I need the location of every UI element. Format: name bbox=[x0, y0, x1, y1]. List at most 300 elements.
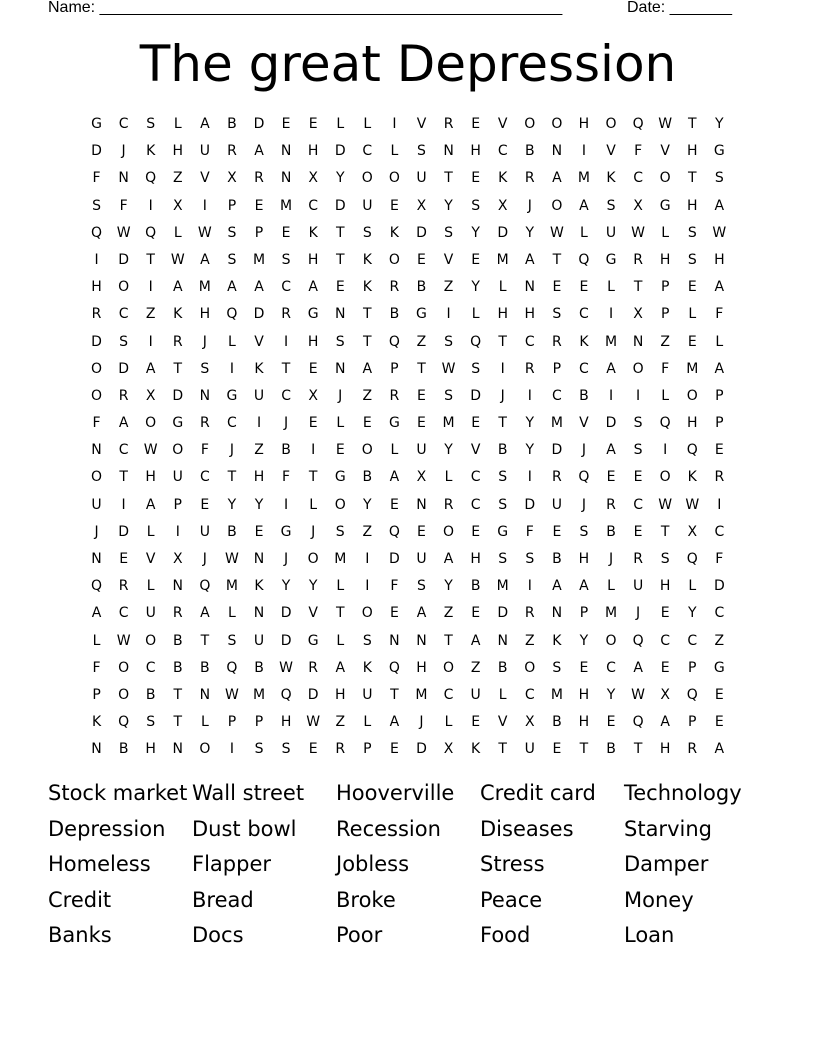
grid-letter: E bbox=[714, 442, 724, 459]
grid-letter: X bbox=[524, 714, 535, 731]
grid-letter: A bbox=[552, 170, 562, 187]
grid-letter: N bbox=[632, 333, 644, 350]
grid-letter: W bbox=[712, 224, 727, 241]
grid-letter: E bbox=[254, 197, 264, 214]
grid-letter: W bbox=[225, 551, 239, 567]
grid-letter: N bbox=[280, 170, 292, 187]
grid-letter: U bbox=[551, 496, 562, 513]
grid-letter: N bbox=[91, 551, 102, 567]
grid-letter: I bbox=[527, 578, 532, 595]
grid-letter: U bbox=[172, 469, 183, 486]
grid-letter: V bbox=[497, 116, 508, 132]
grid-letter: D bbox=[118, 523, 129, 540]
grid-letter: O bbox=[605, 632, 617, 649]
grid-letter: M bbox=[686, 360, 699, 377]
grid-row bbox=[83, 301, 733, 328]
grid-letter: U bbox=[524, 741, 535, 758]
grid-letter: H bbox=[686, 415, 698, 432]
grid-letter: O bbox=[199, 741, 211, 758]
grid-letter: U bbox=[91, 496, 102, 513]
grid-row bbox=[83, 383, 733, 410]
grid-letter: L bbox=[688, 578, 697, 595]
grid-letter: W bbox=[658, 116, 673, 132]
grid-letter: B bbox=[172, 659, 183, 676]
grid-letter: M bbox=[496, 578, 509, 595]
grid-letter: T bbox=[308, 469, 318, 486]
grid-letter: A bbox=[389, 714, 400, 731]
grid-letter: E bbox=[281, 224, 291, 241]
grid-letter: Q bbox=[91, 578, 103, 595]
grid-letter: P bbox=[688, 659, 697, 676]
grid-letter: N bbox=[91, 442, 102, 459]
grid-letter: W bbox=[116, 224, 131, 241]
grid-letter: S bbox=[146, 116, 156, 132]
grid-letter: T bbox=[444, 632, 453, 649]
grid-letter: O bbox=[118, 279, 130, 296]
grid-letter: S bbox=[471, 360, 481, 377]
grid-letter: N bbox=[416, 496, 427, 513]
grid-letter: B bbox=[497, 659, 508, 676]
grid-letter: X bbox=[172, 551, 183, 567]
grid-letter: K bbox=[471, 741, 481, 758]
grid-letter: B bbox=[470, 578, 481, 595]
grid-letter: S bbox=[498, 496, 508, 513]
grid-letter: K bbox=[308, 224, 318, 241]
grid-letter: Y bbox=[227, 496, 237, 513]
grid-row bbox=[83, 600, 733, 627]
grid-letter: W bbox=[685, 496, 700, 513]
grid-letter: B bbox=[416, 279, 427, 296]
grid-letter: F bbox=[200, 442, 209, 459]
word-bank-item: Money bbox=[624, 887, 694, 912]
grid-letter: E bbox=[552, 523, 562, 540]
grid-letter: R bbox=[389, 387, 400, 404]
grid-letter: B bbox=[227, 116, 237, 132]
grid-letter: S bbox=[335, 523, 345, 540]
word-bank-item: Loan bbox=[624, 923, 675, 948]
grid-letter: A bbox=[118, 415, 129, 432]
grid-letter: O bbox=[91, 469, 103, 486]
grid-row bbox=[83, 519, 733, 546]
grid-letter: C bbox=[281, 279, 291, 296]
grid-letter: E bbox=[606, 469, 616, 486]
grid-letter: L bbox=[363, 714, 372, 731]
grid-letter: I bbox=[148, 197, 153, 214]
grid-letter: S bbox=[146, 714, 156, 731]
grid-letter: V bbox=[497, 714, 508, 731]
grid-letter: L bbox=[336, 415, 345, 432]
grid-letter: J bbox=[419, 714, 424, 731]
grid-letter: T bbox=[335, 605, 345, 622]
grid-letter: H bbox=[416, 659, 427, 676]
grid-row bbox=[83, 628, 733, 655]
grid-letter: Q bbox=[578, 469, 590, 486]
grid-letter: U bbox=[470, 686, 481, 703]
grid-letter: I bbox=[446, 306, 451, 323]
grid-letter: N bbox=[280, 143, 292, 160]
grid-letter: Y bbox=[606, 686, 616, 703]
grid-letter: Y bbox=[715, 116, 724, 132]
grid-letter: R bbox=[118, 578, 129, 595]
grid-letter: I bbox=[311, 442, 316, 459]
grid-letter: E bbox=[389, 197, 399, 214]
grid-letter: R bbox=[552, 333, 562, 350]
grid-letter: E bbox=[687, 279, 697, 296]
grid-letter: O bbox=[307, 551, 319, 567]
word-bank-item: Homeless bbox=[48, 852, 151, 877]
grid-letter: X bbox=[443, 741, 454, 758]
grid-letter: X bbox=[660, 686, 670, 703]
grid-letter: A bbox=[200, 605, 210, 622]
grid-letter: H bbox=[145, 469, 156, 486]
grid-letter: C bbox=[145, 659, 156, 676]
grid-letter: Q bbox=[632, 632, 644, 649]
grid-row bbox=[83, 546, 733, 573]
grid-letter: C bbox=[497, 143, 508, 160]
grid-letter: I bbox=[202, 197, 207, 214]
grid-letter: J bbox=[121, 143, 126, 160]
grid-letter: S bbox=[687, 224, 697, 241]
word-bank-item: Technology bbox=[624, 781, 742, 805]
grid-letter: Z bbox=[362, 523, 373, 540]
grid-letter: Y bbox=[579, 632, 589, 649]
grid-letter: A bbox=[145, 360, 156, 377]
grid-letter: S bbox=[92, 197, 101, 214]
grid-letter: S bbox=[362, 632, 372, 649]
grid-letter: S bbox=[552, 306, 562, 323]
grid-letter: O bbox=[334, 496, 346, 513]
grid-letter: U bbox=[253, 632, 265, 649]
grid-letter: N bbox=[524, 279, 536, 296]
grid-letter: E bbox=[552, 741, 562, 758]
grid-letter: H bbox=[307, 251, 319, 268]
grid-letter: O bbox=[388, 170, 400, 187]
grid-letter: A bbox=[606, 360, 616, 377]
grid-letter: P bbox=[390, 360, 399, 377]
grid-letter: R bbox=[281, 306, 291, 323]
grid-letter: A bbox=[200, 251, 210, 268]
grid-letter: L bbox=[228, 605, 236, 622]
grid-letter: X bbox=[687, 523, 698, 540]
grid-letter: C bbox=[633, 170, 643, 187]
grid-row bbox=[83, 573, 733, 600]
grid-letter: T bbox=[417, 360, 426, 377]
grid-letter: M bbox=[280, 197, 293, 214]
grid-letter: H bbox=[307, 333, 319, 350]
grid-letter: X bbox=[497, 197, 508, 214]
grid-letter: A bbox=[254, 143, 264, 160]
grid-letter: G bbox=[713, 659, 725, 676]
grid-letter: O bbox=[551, 197, 563, 214]
grid-letter: O bbox=[145, 632, 157, 649]
grid-letter: J bbox=[527, 197, 532, 214]
grid-letter: V bbox=[200, 170, 210, 187]
grid-letter: Q bbox=[91, 224, 103, 241]
grid-letter: L bbox=[661, 387, 670, 404]
grid-letter: T bbox=[687, 170, 697, 187]
grid-letter: Z bbox=[362, 387, 373, 404]
grid-letter: I bbox=[94, 251, 99, 268]
grid-letter: R bbox=[199, 415, 210, 432]
grid-letter: Y bbox=[525, 224, 535, 241]
grid-letter: D bbox=[389, 551, 400, 567]
grid-letter: L bbox=[173, 116, 182, 132]
grid-letter: K bbox=[362, 251, 372, 268]
grid-row bbox=[83, 410, 733, 437]
grid-letter: T bbox=[444, 170, 453, 187]
grid-letter: B bbox=[200, 659, 210, 676]
grid-letter: E bbox=[606, 714, 616, 731]
grid-letter: C bbox=[687, 632, 698, 649]
grid-letter: B bbox=[606, 523, 616, 540]
grid-letter: Y bbox=[444, 442, 453, 459]
grid-letter: W bbox=[631, 686, 646, 703]
grid-letter: R bbox=[687, 741, 698, 758]
grid-letter: B bbox=[145, 686, 156, 703]
grid-letter: J bbox=[284, 415, 289, 432]
grid-letter: S bbox=[227, 224, 237, 241]
grid-letter: R bbox=[172, 605, 183, 622]
grid-letter: T bbox=[363, 306, 372, 323]
grid-letter: O bbox=[659, 469, 671, 486]
grid-letter: D bbox=[118, 360, 129, 377]
word-bank-item: Food bbox=[480, 923, 531, 948]
grid-letter: M bbox=[252, 686, 266, 703]
grid-letter: R bbox=[308, 659, 319, 676]
grid-letter: S bbox=[254, 741, 264, 758]
grid-letter: C bbox=[118, 116, 129, 132]
grid-letter: K bbox=[362, 659, 372, 676]
grid-letter: O bbox=[145, 415, 157, 432]
grid-letter: N bbox=[199, 686, 211, 703]
grid-row bbox=[83, 437, 733, 464]
grid-letter: A bbox=[91, 605, 102, 622]
grid-letter: Q bbox=[145, 170, 157, 187]
grid-letter: D bbox=[551, 442, 563, 459]
grid-letter: H bbox=[199, 306, 211, 323]
grid-letter: U bbox=[199, 523, 210, 540]
grid-letter: G bbox=[334, 469, 346, 486]
grid-row bbox=[83, 165, 733, 192]
grid-letter: N bbox=[497, 632, 508, 649]
grid-letter: H bbox=[307, 143, 319, 160]
grid-letter: N bbox=[551, 143, 563, 160]
grid-letter: J bbox=[581, 442, 587, 459]
grid-letter: B bbox=[118, 741, 129, 758]
grid-letter: E bbox=[389, 605, 399, 622]
grid-letter: P bbox=[227, 714, 237, 731]
grid-letter: E bbox=[552, 279, 562, 296]
grid-letter: K bbox=[579, 333, 589, 350]
grid-letter: S bbox=[200, 360, 210, 377]
grid-letter: U bbox=[416, 551, 427, 567]
grid-letter: Z bbox=[254, 442, 264, 459]
grid-letter: K bbox=[498, 170, 508, 187]
grid-letter: J bbox=[202, 333, 207, 350]
grid-letter: Z bbox=[714, 632, 725, 649]
grid-letter: Q bbox=[388, 333, 400, 350]
grid-letter: Q bbox=[659, 415, 671, 432]
word-bank-item: Stock market bbox=[48, 781, 188, 805]
grid-letter: A bbox=[172, 279, 183, 296]
word-bank-item: Stress bbox=[480, 852, 545, 877]
grid-letter: E bbox=[471, 116, 481, 132]
grid-letter: T bbox=[498, 741, 507, 758]
grid-row bbox=[83, 111, 733, 138]
grid-letter: K bbox=[254, 360, 264, 377]
grid-letter: V bbox=[443, 251, 454, 268]
grid-letter: J bbox=[202, 551, 207, 567]
grid-letter: T bbox=[173, 714, 183, 731]
grid-letter: S bbox=[444, 387, 453, 404]
grid-row bbox=[83, 682, 733, 709]
grid-letter: O bbox=[361, 605, 373, 622]
grid-letter: O bbox=[118, 686, 130, 703]
name-field-label: Name: ____________________________________________________ bbox=[48, 0, 563, 16]
grid-letter: V bbox=[416, 116, 427, 132]
grid-letter: S bbox=[498, 551, 508, 567]
grid-letter: D bbox=[524, 496, 536, 513]
grid-letter: H bbox=[145, 741, 156, 758]
grid-letter: F bbox=[525, 523, 534, 540]
grid-letter: A bbox=[633, 659, 643, 676]
grid-letter: D bbox=[713, 578, 725, 595]
grid-letter: T bbox=[579, 741, 589, 758]
grid-letter: E bbox=[687, 333, 697, 350]
grid-letter: H bbox=[578, 116, 590, 132]
grid-letter: I bbox=[148, 279, 153, 296]
grid-row bbox=[83, 247, 733, 274]
grid-letter: R bbox=[443, 496, 454, 513]
grid-letter: C bbox=[443, 686, 454, 703]
grid-letter: L bbox=[444, 714, 453, 731]
grid-letter: C bbox=[714, 605, 725, 622]
grid-letter: J bbox=[500, 387, 505, 404]
grid-letter: G bbox=[388, 415, 400, 432]
grid-letter: W bbox=[306, 714, 321, 731]
grid-letter: E bbox=[308, 360, 318, 377]
grid-letter: O bbox=[91, 387, 103, 404]
grid-letter: G bbox=[172, 415, 184, 432]
grid-letter: A bbox=[660, 714, 670, 731]
grid-letter: O bbox=[118, 659, 130, 676]
grid-letter: W bbox=[441, 360, 456, 377]
grid-letter: M bbox=[198, 279, 211, 296]
grid-letter: J bbox=[608, 551, 614, 567]
grid-letter: C bbox=[118, 306, 129, 323]
grid-letter: E bbox=[417, 251, 426, 268]
grid-letter: M bbox=[496, 251, 509, 268]
grid-letter: Y bbox=[525, 442, 535, 459]
word-bank-item: Peace bbox=[480, 887, 543, 912]
grid-letter: U bbox=[416, 170, 427, 187]
grid-letter: P bbox=[660, 279, 670, 296]
grid-row bbox=[83, 274, 733, 301]
grid-letter: N bbox=[172, 578, 184, 595]
grid-letter: N bbox=[335, 360, 346, 377]
grid-letter: U bbox=[253, 387, 265, 404]
grid-letter: A bbox=[308, 279, 318, 296]
grid-letter: X bbox=[308, 170, 318, 187]
grid-letter: S bbox=[552, 659, 562, 676]
grid-letter: A bbox=[335, 659, 346, 676]
grid-letter: L bbox=[390, 143, 399, 160]
grid-letter: O bbox=[443, 659, 455, 676]
grid-letter: Q bbox=[686, 442, 698, 459]
word-bank-item: Flapper bbox=[192, 852, 271, 877]
grid-row bbox=[83, 492, 733, 519]
grid-letter: P bbox=[254, 714, 264, 731]
grid-row bbox=[83, 709, 733, 736]
word-bank-item: Docs bbox=[192, 923, 244, 948]
grid-letter: E bbox=[417, 523, 426, 540]
grid-letter: B bbox=[254, 659, 264, 676]
grid-letter: T bbox=[498, 415, 507, 432]
grid-letter: D bbox=[253, 306, 265, 323]
grid-letter: B bbox=[389, 306, 400, 323]
grid-letter: Z bbox=[145, 306, 156, 323]
grid-letter: N bbox=[335, 306, 346, 323]
grid-letter: P bbox=[552, 360, 562, 377]
grid-letter: F bbox=[92, 415, 101, 432]
puzzle-title: The great Depression bbox=[139, 35, 677, 93]
grid-row bbox=[83, 220, 733, 247]
grid-letter: D bbox=[280, 605, 292, 622]
grid-letter: H bbox=[659, 251, 671, 268]
grid-letter: N bbox=[199, 387, 211, 404]
grid-letter: T bbox=[633, 741, 643, 758]
grid-letter: R bbox=[633, 251, 643, 268]
grid-letter: L bbox=[363, 116, 372, 132]
grid-letter: B bbox=[362, 469, 373, 486]
grid-letter: K bbox=[91, 714, 102, 731]
grid-letter: V bbox=[254, 333, 264, 350]
grid-letter: L bbox=[336, 116, 345, 132]
grid-letter: N bbox=[91, 741, 102, 758]
grid-letter: J bbox=[311, 523, 316, 540]
grid-letter: F bbox=[634, 143, 643, 160]
word-bank bbox=[48, 776, 768, 954]
grid-letter: I bbox=[284, 496, 289, 513]
grid-letter: L bbox=[498, 686, 507, 703]
letter-grid bbox=[83, 111, 733, 764]
grid-letter: O bbox=[443, 523, 455, 540]
grid-letter: W bbox=[143, 442, 158, 459]
grid-letter: A bbox=[714, 279, 725, 296]
grid-letter: T bbox=[173, 686, 183, 703]
grid-letter: X bbox=[633, 306, 643, 323]
grid-letter: G bbox=[226, 387, 238, 404]
grid-letter: H bbox=[497, 306, 508, 323]
grid-letter: X bbox=[145, 387, 156, 404]
grid-letter: C bbox=[118, 442, 129, 459]
grid-letter: N bbox=[389, 632, 400, 649]
grid-letter: S bbox=[281, 251, 291, 268]
grid-letter: E bbox=[389, 496, 399, 513]
grid-letter: Z bbox=[416, 333, 427, 350]
grid-letter: R bbox=[335, 741, 346, 758]
grid-letter: I bbox=[581, 143, 587, 160]
grid-letter: G bbox=[497, 523, 509, 540]
grid-letter: S bbox=[525, 551, 535, 567]
grid-letter: C bbox=[524, 333, 535, 350]
grid-letter: X bbox=[416, 469, 427, 486]
grid-letter: Y bbox=[363, 496, 372, 513]
grid-letter: W bbox=[631, 224, 646, 241]
grid-letter: L bbox=[607, 578, 615, 595]
grid-letter: E bbox=[714, 714, 724, 731]
grid-letter: K bbox=[254, 578, 264, 595]
